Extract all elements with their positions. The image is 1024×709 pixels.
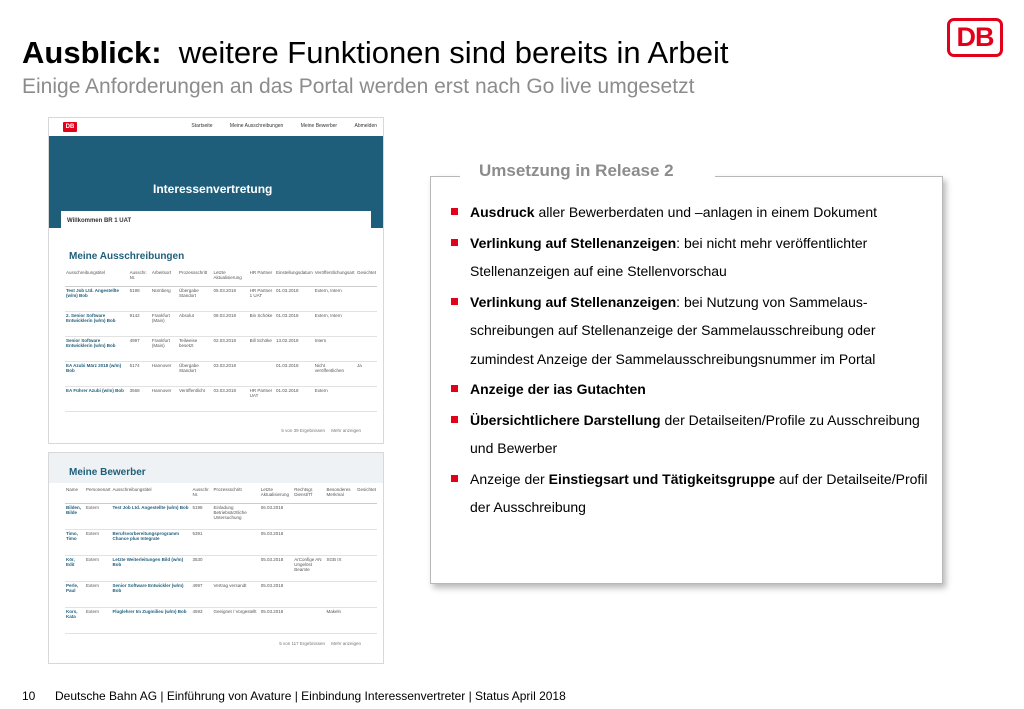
- table-cell: 5174: [129, 362, 151, 387]
- portal-screenshot-ausschreibungen: [48, 117, 384, 444]
- table-cell[interactable]: Test Job Ltd. Angestellte (w/m) Bob: [111, 504, 191, 530]
- column-header[interactable]: Prozessschritt: [178, 268, 213, 287]
- bullet-text: : bei Nutzung von Sammelaus-schreibungen auf Stellenanzeige der Sammelausschreibung oder zumindest Anzeige der Sammelausschreibungsnummer im Portal: [470, 293, 876, 367]
- bewerber-header: [49, 453, 383, 483]
- table-cell[interactable]: Letzte Weiterleitungen Bild (w/m) Bob: [111, 556, 191, 582]
- portal-screenshot-bewerber: [48, 452, 384, 664]
- column-header[interactable]: Ausschr. Nr.: [129, 268, 151, 287]
- portal-welcome-text: Willkommen BR 1 UAT: [61, 211, 371, 231]
- table-cell: Bin Schöke: [249, 312, 275, 337]
- table-cell: Extern: [85, 530, 112, 556]
- slide-title: [22, 36, 728, 70]
- portal-nav-bar: [49, 118, 383, 137]
- table-cell: Kör, Edit: [65, 556, 85, 582]
- table-cell: [326, 582, 356, 608]
- table-cell: Extern: [85, 504, 112, 530]
- table-row[interactable]: [65, 504, 377, 530]
- table-cell: Übergabe Standort: [178, 287, 213, 312]
- table-cell: Einladung Betriebsärztliche Untersuchung: [212, 504, 259, 530]
- table-cell: HR Partner 1 UAT: [249, 287, 275, 312]
- table-cell: 05.03.2018: [260, 608, 293, 634]
- table-cell: 05.03.2018: [260, 582, 293, 608]
- table-cell: [356, 337, 377, 362]
- table-cell: [249, 362, 275, 387]
- table-cell: Veröffentlicht: [178, 387, 213, 412]
- slide-title-bold: Ausblick:: [22, 35, 162, 70]
- table-row[interactable]: [65, 530, 377, 556]
- table-cell: 4997: [129, 337, 151, 362]
- release-box-label: Umsetzung in Release 2: [460, 158, 715, 184]
- table-cell: [356, 582, 377, 608]
- table-cell: [212, 556, 259, 582]
- column-header[interactable]: Besonderes Merkmal: [326, 485, 356, 504]
- release-bullet-list: [450, 198, 940, 524]
- ausschreibungen-more-link[interactable]: Mehr anzeigen: [331, 428, 361, 433]
- table-cell: 01.02.2018: [275, 387, 314, 412]
- bewerber-count: 5 von 117 Ergebnissen: [279, 641, 325, 646]
- column-header[interactable]: Rechtsgr. Dienst/Tf: [293, 485, 325, 504]
- table-cell: [293, 504, 325, 530]
- table-row[interactable]: [65, 337, 377, 362]
- page-number: 10: [22, 689, 36, 703]
- slide-footer: Deutsche Bahn AG | Einführung von Avature | Einbindung Interessenvertreter | Status April 2018: [55, 689, 566, 703]
- table-cell: Hannover: [151, 362, 178, 387]
- table-cell: [293, 608, 325, 634]
- column-header[interactable]: Ausschreibungstitel: [65, 268, 129, 287]
- bullet-square-icon: [451, 385, 458, 392]
- slide-title-rest: weitere Funktionen sind bereits in Arbeit: [178, 35, 729, 70]
- table-cell: 3568: [129, 387, 151, 412]
- table-cell: Extern: [85, 608, 112, 634]
- table-cell: [326, 504, 356, 530]
- column-header[interactable]: Einstellungsdatum: [275, 268, 314, 287]
- table-cell: 08.03.2018: [213, 312, 249, 337]
- table-cell: 06.03.2018: [260, 504, 293, 530]
- ausschreibungen-table: [65, 268, 377, 412]
- table-cell: 13.02.2018: [275, 337, 314, 362]
- table-row[interactable]: [65, 608, 377, 634]
- portal-nav-links: [175, 123, 377, 129]
- table-cell: Teilweise besetzt: [178, 337, 213, 362]
- column-header[interactable]: Veröffentlichungsart: [314, 268, 356, 287]
- table-cell: [293, 582, 325, 608]
- bewerber-table: [65, 485, 377, 634]
- slide-subtitle: Einige Anforderungen an das Portal werden erst nach Go live umgesetzt: [22, 75, 695, 98]
- table-cell: 03.03.2018: [213, 362, 249, 387]
- table-cell: Bilden, Bilde: [65, 504, 85, 530]
- nav-meine-ausschreibungen[interactable]: Meine Ausschreibungen: [229, 123, 284, 129]
- column-header[interactable]: Ausschreibungstitel: [111, 485, 191, 504]
- table-cell: Geeignet / Vorgestellt: [212, 608, 259, 634]
- table-cell[interactable]: Berufsvorbereitungsprogramm Chance plus Integrate: [111, 530, 191, 556]
- table-cell: 9142: [129, 312, 151, 337]
- bewerber-heading: Meine Bewerber: [69, 467, 146, 478]
- table-header-row: [65, 268, 377, 287]
- bullet-square-icon: [451, 416, 458, 423]
- table-cell[interactable]: EA Führer Azubi (w/m) Bob: [65, 387, 129, 412]
- table-cell: [293, 530, 325, 556]
- table-header-row: [65, 485, 377, 504]
- table-cell: Ja: [356, 362, 377, 387]
- table-cell: [326, 530, 356, 556]
- portal-banner-title: Interessenvertretung: [153, 182, 273, 196]
- release-bullet-item: [450, 288, 940, 374]
- column-header[interactable]: Letzte Aktualisierung: [213, 268, 249, 287]
- table-cell: 4997: [192, 582, 213, 608]
- table-row[interactable]: [65, 387, 377, 412]
- bullet-bold-text: Verlinkung auf Stellenanzeigen: [470, 234, 677, 251]
- table-cell: Extern: [85, 556, 112, 582]
- column-header[interactable]: Name: [65, 485, 85, 504]
- table-cell: 05.03.2018: [213, 287, 249, 312]
- table-cell: Timo, Timo: [65, 530, 85, 556]
- table-cell: Intern: [314, 337, 356, 362]
- table-cell[interactable]: Fluglehrer Im Zugmilieu (w/m) Bob: [111, 608, 191, 634]
- bullet-bold-text: Einstiegsart und Tätigkeitsgruppe: [548, 470, 775, 487]
- column-header[interactable]: Personenart: [85, 485, 112, 504]
- table-cell: 01.03.2018: [275, 312, 314, 337]
- table-cell: 5198: [129, 287, 151, 312]
- bullet-square-icon: [451, 298, 458, 305]
- release-bullet-item: [450, 375, 940, 404]
- table-row[interactable]: [65, 287, 377, 312]
- table-cell: Nicht veröffentlichen: [314, 362, 356, 387]
- table-cell: Bill Schöke: [249, 337, 275, 362]
- portal-db-logo: DB: [63, 122, 77, 132]
- table-cell: Extern, Intern: [314, 287, 356, 312]
- column-header[interactable]: Arbeitsort: [151, 268, 178, 287]
- table-cell: Vertrag versandt: [212, 582, 259, 608]
- ausschreibungen-count: 5 von 39 Ergebnissen: [281, 428, 325, 433]
- bullet-prefix: Anzeige der: [470, 470, 549, 487]
- table-cell: Nürnberg: [151, 287, 178, 312]
- bewerber-more-link[interactable]: Mehr anzeigen: [331, 641, 361, 646]
- table-row[interactable]: [65, 312, 377, 337]
- table-cell: 01.03.2018: [275, 362, 314, 387]
- bullet-bold-text: Verlinkung auf Stellenanzeigen: [470, 293, 677, 310]
- table-cell: [356, 556, 377, 582]
- table-cell[interactable]: Senior Software Entwickler (w/m) Bob: [111, 582, 191, 608]
- table-cell: Hannover: [151, 387, 178, 412]
- release-bullet-item: [450, 406, 940, 463]
- column-header[interactable]: Letzte Aktualisierung: [260, 485, 293, 504]
- column-header[interactable]: HR Partner: [249, 268, 275, 287]
- bullet-text: aller Bewerberdaten und –anlagen in einem Dokument: [534, 204, 878, 220]
- table-cell[interactable]: Test Job Ltd. Angestellte (w/m) Bob: [65, 287, 129, 312]
- ausschreibungen-heading: Meine Ausschreibungen: [69, 251, 185, 262]
- table-cell: [356, 608, 377, 634]
- table-cell[interactable]: Senior Software Entwicklerin (w/m) Bob: [65, 337, 129, 362]
- bullet-bold-text: Ausdruck: [470, 204, 535, 220]
- table-cell: 03.03.2018: [213, 387, 249, 412]
- column-header[interactable]: Gesichtet: [356, 268, 377, 287]
- table-row[interactable]: [65, 582, 377, 608]
- table-cell: Extern, Intern: [314, 312, 356, 337]
- table-row[interactable]: [65, 362, 377, 387]
- table-cell: [356, 504, 377, 530]
- table-cell[interactable]: 2. Senior Software Entwicklerin (w/m) Bob: [65, 312, 129, 337]
- table-cell: 5391: [192, 530, 213, 556]
- table-cell: Extern: [314, 387, 356, 412]
- table-cell: 5198: [192, 504, 213, 530]
- table-cell: Kors, Kata: [65, 608, 85, 634]
- release-bullet-item: [450, 198, 940, 227]
- table-cell: 02.03.2018: [213, 337, 249, 362]
- column-header[interactable]: Ausschr. Nr.: [192, 485, 213, 504]
- table-cell: Frankfurt (Main): [151, 312, 178, 337]
- table-cell: Übergabe Standort: [178, 362, 213, 387]
- table-cell: 3530: [192, 556, 213, 582]
- column-header[interactable]: Gesichtet: [356, 485, 377, 504]
- table-cell: [356, 530, 377, 556]
- table-cell: Frankfurt (Main): [151, 337, 178, 362]
- table-cell: Makeln: [326, 608, 356, 634]
- bullet-bold-text: Übersichtlichere Darstellung: [470, 411, 661, 428]
- table-cell: 05.03.2018: [260, 556, 293, 582]
- bullet-text: auf der Detailseite/Profil der Ausschreibung: [470, 470, 928, 515]
- table-cell: 4593: [192, 608, 213, 634]
- table-cell[interactable]: EA Azubi März 2018 (w/m) Bob: [65, 362, 129, 387]
- table-cell: 01.03.2018: [275, 287, 314, 312]
- table-cell: [212, 530, 259, 556]
- bullet-bold-text: Anzeige der ias Gutachten: [470, 381, 646, 397]
- table-cell: SGB IX: [326, 556, 356, 582]
- bewerber-pagination: [279, 641, 361, 646]
- bullet-text: der Detailseiten/Profile zu Ausschreibung und Bewerber: [470, 411, 920, 456]
- table-cell: [356, 387, 377, 412]
- nav-abmelden[interactable]: Abmelden: [354, 123, 377, 129]
- table-cell: Absolut: [178, 312, 213, 337]
- bullet-square-icon: [451, 208, 458, 215]
- table-cell: Perle, Paul: [65, 582, 85, 608]
- table-cell: 05.03.2018: [260, 530, 293, 556]
- table-cell: HR Partner UAT: [249, 387, 275, 412]
- db-logo: DB: [947, 18, 1003, 57]
- table-cell: ArConfige AN Ungelöst Beamte: [293, 556, 325, 582]
- bullet-square-icon: [451, 475, 458, 482]
- release-bullet-item: [450, 465, 940, 522]
- bullet-square-icon: [451, 239, 458, 246]
- nav-startseite[interactable]: Startseite: [191, 123, 213, 129]
- table-row[interactable]: [65, 556, 377, 582]
- column-header[interactable]: Prozessschritt: [212, 485, 259, 504]
- nav-meine-bewerber[interactable]: Meine Bewerber: [300, 123, 338, 129]
- ausschreibungen-pagination: [281, 428, 361, 433]
- table-cell: [356, 312, 377, 337]
- table-cell: Extern: [85, 582, 112, 608]
- bullet-text: : bei nicht mehr veröffentlichter Stellenanzeigen auf eine Stellenvorschau: [470, 234, 868, 279]
- release-bullet-item: [450, 229, 940, 286]
- table-cell: [356, 287, 377, 312]
